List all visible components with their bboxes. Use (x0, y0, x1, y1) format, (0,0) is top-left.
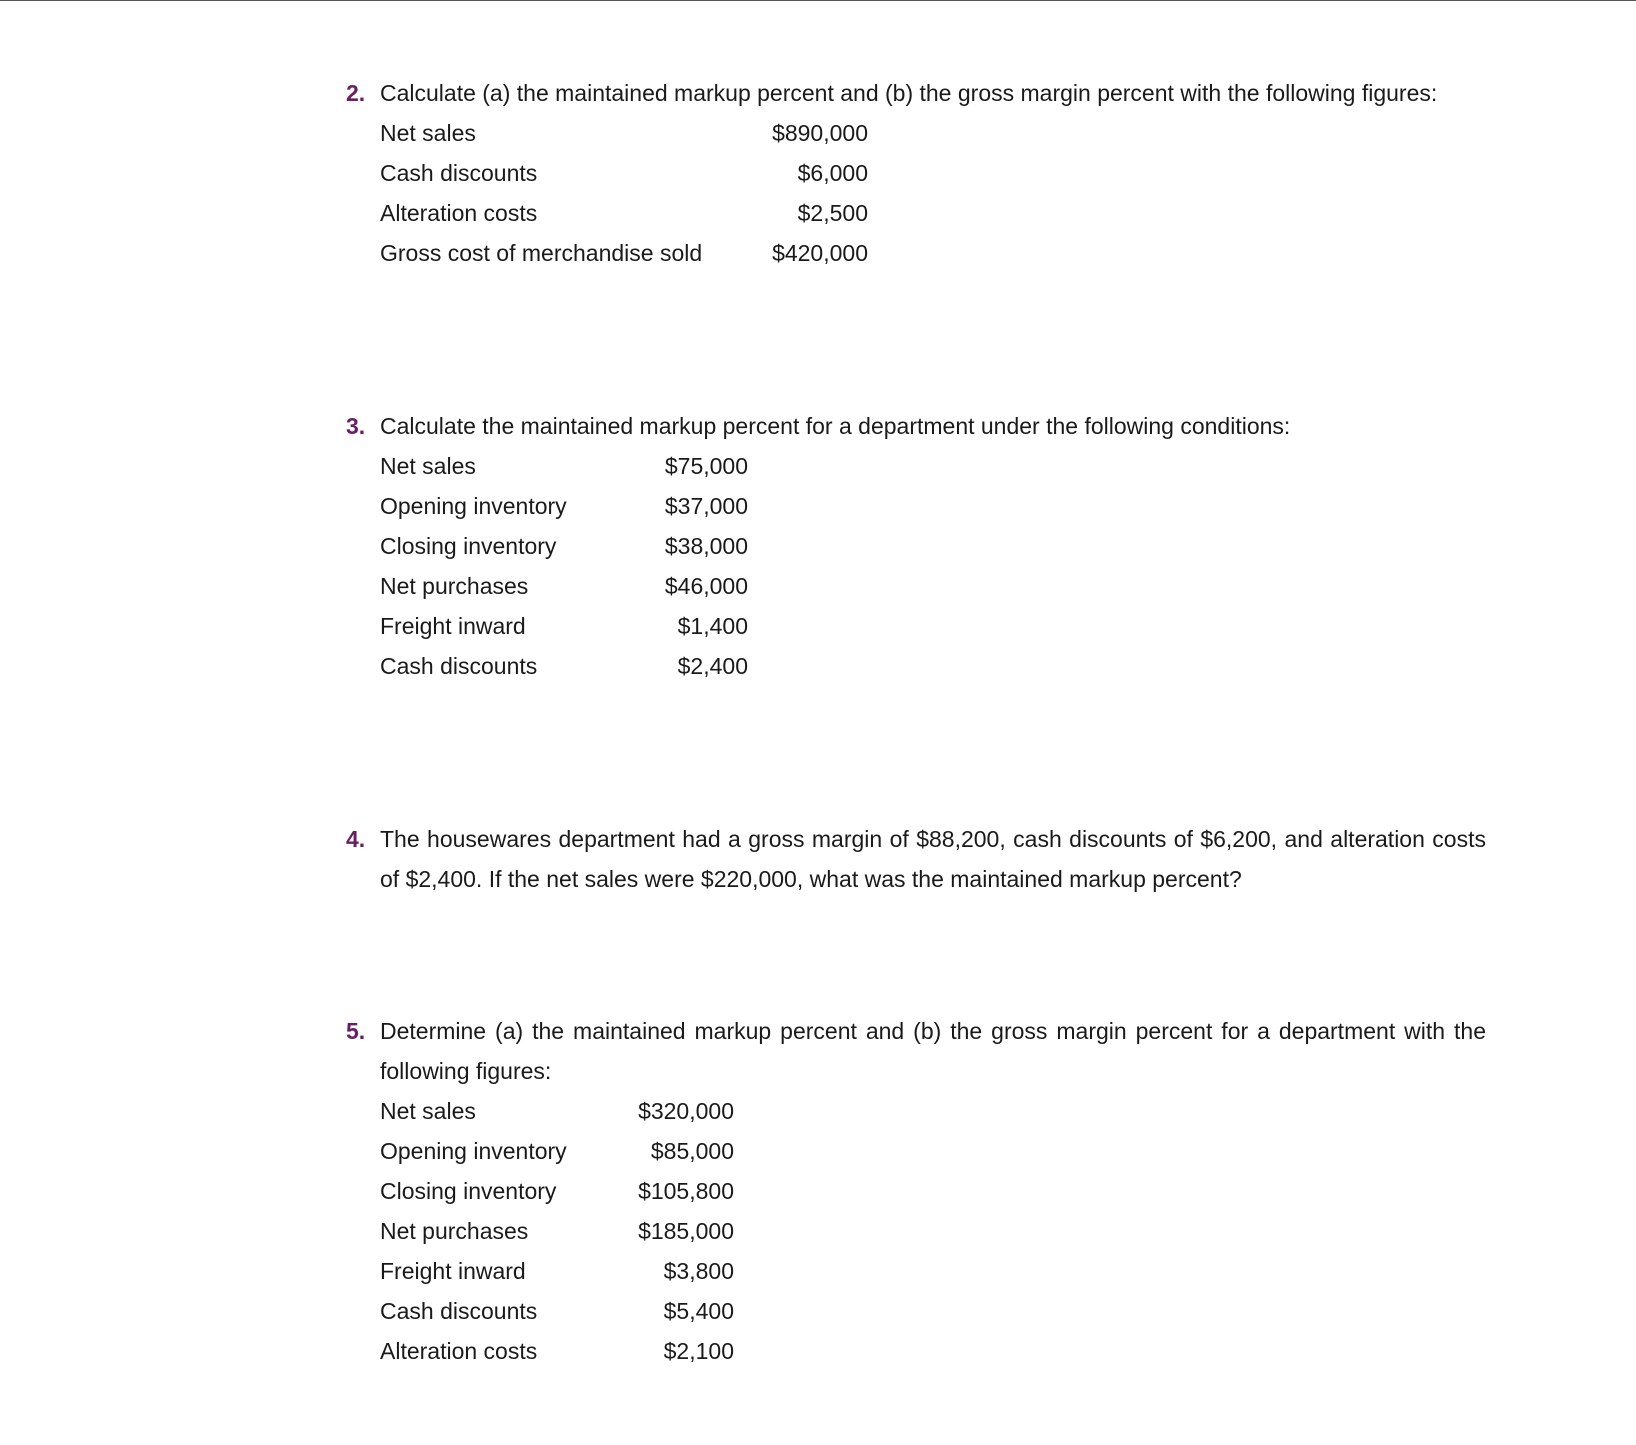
figure-row (380, 1131, 1486, 1171)
figure-row (380, 113, 1486, 153)
figure-row (380, 1251, 1486, 1291)
figure-row (380, 526, 1486, 566)
figure-value: $890,000 (772, 120, 868, 146)
figure-label: Net purchases (380, 573, 529, 599)
figure-value: $37,000 (664, 493, 748, 519)
figure-value: $2,100 (663, 1338, 734, 1364)
figures-table (346, 446, 1486, 686)
figure-label: Alteration costs (380, 1338, 538, 1364)
figure-value: $3,800 (663, 1258, 734, 1284)
figure-value: $185,000 (638, 1218, 734, 1244)
figure-row (380, 1331, 1486, 1371)
figure-label: Cash discounts (380, 1298, 538, 1324)
figure-label: Freight inward (380, 1258, 526, 1284)
figure-value: $6,000 (797, 160, 868, 186)
problem-3 (346, 406, 1486, 686)
figure-label: Net purchases (380, 1218, 529, 1244)
figure-label: Cash discounts (380, 653, 538, 679)
figure-row (380, 486, 1486, 526)
figures-table (346, 113, 1486, 273)
figure-label: Alteration costs (380, 200, 538, 226)
figure-value: $5,400 (663, 1298, 734, 1324)
figure-value: $105,800 (638, 1178, 734, 1204)
figure-label: Gross cost of merchandise sold (380, 240, 703, 266)
figure-row (380, 566, 1486, 606)
figure-value: $320,000 (638, 1098, 734, 1124)
figure-row (380, 1211, 1486, 1251)
problem-number: 4. (346, 826, 366, 852)
figure-label: Cash discounts (380, 160, 538, 186)
question-text: The housewares department had a gross margin of $88,200, cash discounts of $6,200, and alteration costs of $2,400. If the net sales were $220,000, what was the maintained markup percent? (380, 826, 1486, 892)
figure-row (380, 1171, 1486, 1211)
question-line (346, 73, 1486, 113)
figure-row (380, 1291, 1486, 1331)
figure-row (380, 233, 1486, 273)
figure-row (380, 193, 1486, 233)
figure-label: Opening inventory (380, 1138, 567, 1164)
figure-label: Net sales (380, 453, 476, 479)
figure-label: Closing inventory (380, 1178, 557, 1204)
figure-row (380, 153, 1486, 193)
figure-value: $75,000 (664, 453, 748, 479)
problem-number: 2. (346, 80, 366, 106)
figure-row (380, 446, 1486, 486)
figure-value: $420,000 (772, 240, 868, 266)
figure-row (380, 1091, 1486, 1131)
figure-label: Net sales (380, 120, 476, 146)
figure-value: $1,400 (677, 613, 748, 639)
figure-label: Freight inward (380, 613, 526, 639)
figure-value: $85,000 (650, 1138, 734, 1164)
figure-row (380, 646, 1486, 686)
top-divider (0, 0, 1636, 1)
problem-number: 5. (346, 1018, 366, 1044)
figure-label: Opening inventory (380, 493, 567, 519)
figure-label: Net sales (380, 1098, 476, 1124)
figures-table (346, 1091, 1486, 1371)
problem-number: 3. (346, 413, 366, 439)
figure-value: $46,000 (664, 573, 748, 599)
question-text: Determine (a) the maintained markup percent and (b) the gross margin percent for a department with the following figures: (380, 1018, 1486, 1084)
figure-value: $2,400 (677, 653, 748, 679)
figure-label: Closing inventory (380, 533, 557, 559)
figure-value: $2,500 (797, 200, 868, 226)
question-line (346, 406, 1486, 446)
question-line (346, 819, 1486, 899)
question-text: Calculate (a) the maintained markup percent and (b) the gross margin percent with the following figures: (380, 80, 1438, 106)
problem-4 (346, 819, 1486, 899)
problem-2 (346, 73, 1486, 273)
problem-5 (346, 1011, 1486, 1371)
figure-value: $38,000 (664, 533, 748, 559)
figure-row (380, 606, 1486, 646)
question-text: Calculate the maintained markup percent for a department under the following conditions: (380, 413, 1291, 439)
question-line (346, 1011, 1486, 1091)
